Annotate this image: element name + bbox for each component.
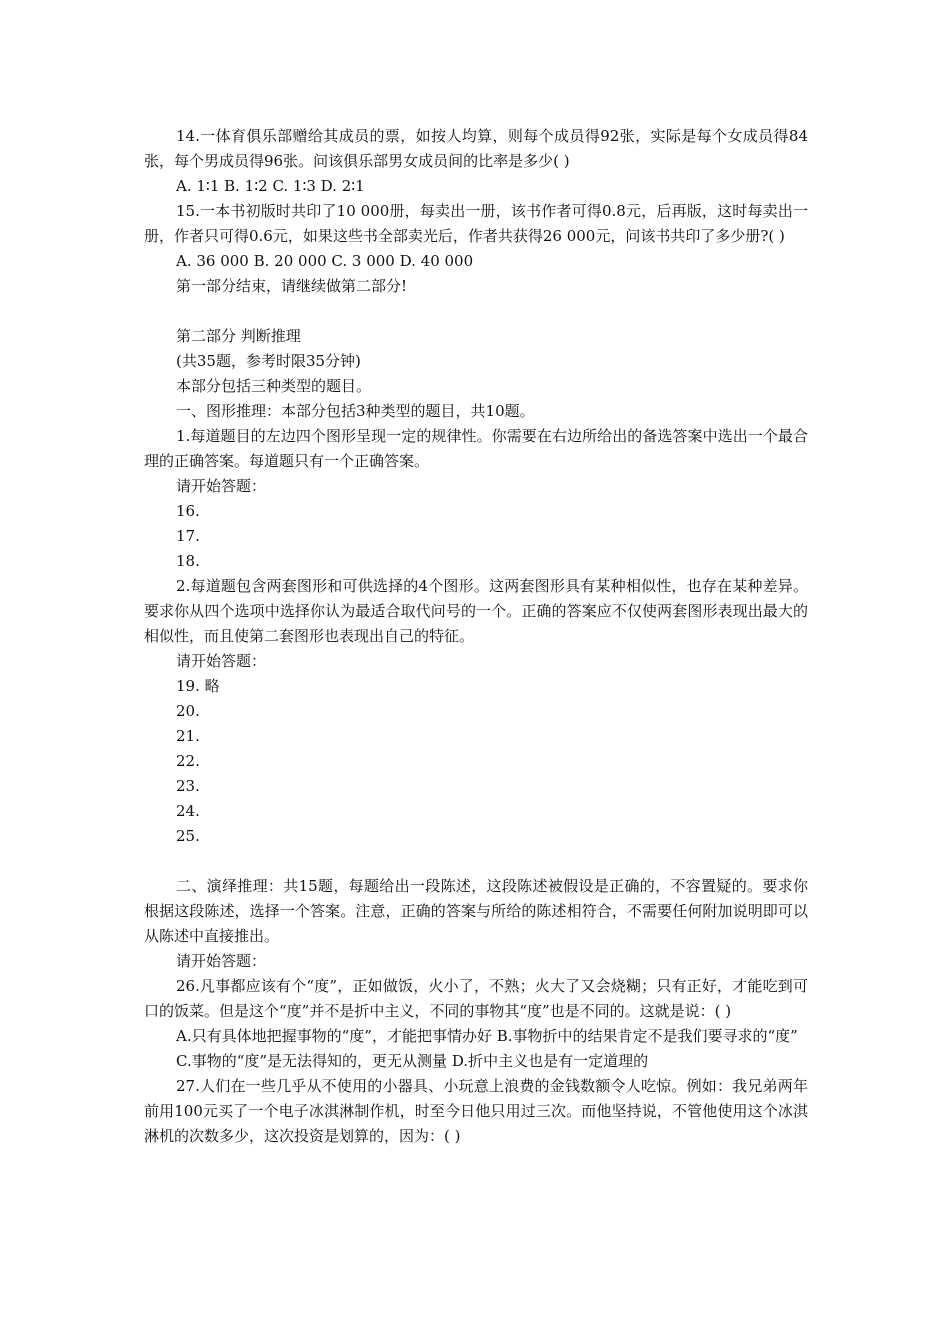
paragraph: 17. xyxy=(176,527,200,545)
blank-line xyxy=(144,849,808,874)
paragraph: A. 1∶1 B. 1∶2 C. 1∶3 D. 2∶1 xyxy=(176,177,365,195)
paragraph: 14.一体育俱乐部赠给其成员的票，如按人均算，则每个成员得92张，实际是每个女成员得84张，每个男成员得96张。问该俱乐部男女成员间的比率是多少( ) xyxy=(144,127,808,170)
paragraph: (共35题，参考时限35分钟) xyxy=(176,352,361,370)
paragraph: 25. xyxy=(176,827,200,845)
paragraph: 20. xyxy=(176,702,200,720)
paragraph: 18. xyxy=(176,552,200,570)
paragraph: 16. xyxy=(176,502,200,520)
paragraph: 26.凡事都应该有个“度”，正如做饭，火小了，不熟；火大了又会烧糊；只有正好，才能吃到可口的饭菜。但是这个“度”并不是折中主义，不同的事物其“度”也是不同的。这就是说：( ) xyxy=(144,977,808,1020)
paragraph: 1.每道题目的左边四个图形呈现一定的规律性。你需要在右边所给出的备选答案中选出一个最合理的正确答案。每道题只有一个正确答案。 xyxy=(144,427,808,470)
paragraph: 请开始答题： xyxy=(176,652,267,670)
paragraph: C.事物的“度”是无法得知的，更无从测量 D.折中主义也是有一定道理的 xyxy=(176,1052,649,1070)
paragraph: 请开始答题： xyxy=(176,952,267,970)
paragraph: A. 36 000 B. 20 000 C. 3 000 D. 40 000 xyxy=(176,252,474,270)
paragraph: 本部分包括三种类型的题目。 xyxy=(176,377,372,395)
paragraph: 15.一本书初版时共印了10 000册，每卖出一册，该书作者可得0.8元，后再版，这时每卖出一册，作者只可得0.6元，如果这些书全部卖光后，作者共获得26 000元，问该书共印了多少册?( ) xyxy=(144,202,808,245)
paragraph: 第二部分 判断推理 xyxy=(176,327,301,345)
paragraph: 一、图形推理：本部分包括3种类型的题目，共10题。 xyxy=(176,402,535,420)
paragraph: 二、演绎推理：共15题，每题给出一段陈述，这段陈述被假设是正确的，不容置疑的。要求你根据这段陈述，选择一个答案。注意，正确的答案与所给的陈述相符合，不需要任何附加说明即可以从陈述中直接推出。 xyxy=(144,877,808,945)
paragraph: A.只有具体地把握事物的“度”，才能把事情办好 B.事物折中的结果肯定不是我们要寻求的“度” xyxy=(176,1027,798,1045)
paragraph: 19. 略 xyxy=(176,677,220,695)
paragraph: 27.人们在一些几乎从不使用的小器具、小玩意上浪费的金钱数额令人吃惊。例如：我兄弟两年前用100元买了一个电子冰淇淋制作机，时至今日他只用过三次。而他坚持说，不管他使用这个冰淇淋机的次数多少，这次投资是划算的，因为：( ) xyxy=(144,1077,808,1145)
paragraph: 请开始答题： xyxy=(176,477,267,495)
paragraph: 23. xyxy=(176,777,200,795)
blank-line xyxy=(144,299,808,324)
paragraph: 2.每道题包含两套图形和可供选择的4个图形。这两套图形具有某种相似性，也存在某种差异。要求你从四个选项中选择你认为最适合取代问号的一个。正确的答案应不仅使两套图形表现出最大的相似性，而且使第二套图形也表现出自己的特征。 xyxy=(144,577,808,645)
paragraph: 第一部分结束，请继续做第二部分! xyxy=(176,277,408,295)
paragraph: 24. xyxy=(176,802,200,820)
paragraph: 21. xyxy=(176,727,200,745)
paragraph: 22. xyxy=(176,752,200,770)
document-body xyxy=(144,124,808,1149)
